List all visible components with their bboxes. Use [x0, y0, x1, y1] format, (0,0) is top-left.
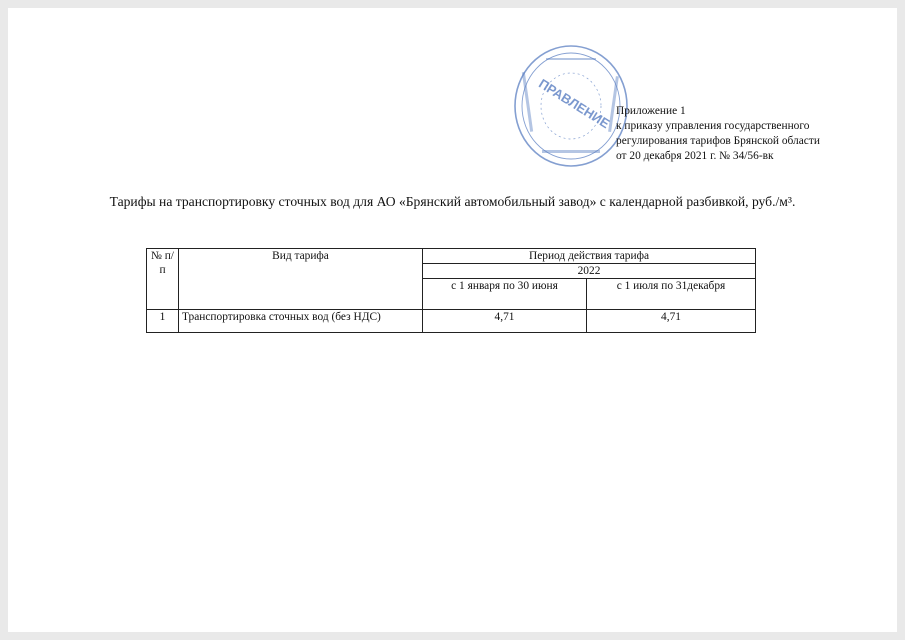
table-row — [147, 310, 756, 333]
appendix-line: Приложение 1 — [616, 105, 686, 117]
appendix-block — [616, 104, 820, 164]
appendix-line: регулирования тарифов Брянской области — [616, 135, 820, 147]
header-period-1: с 1 января по 30 июня — [423, 279, 587, 310]
row-number: 1 — [147, 310, 179, 333]
appendix-line: к приказу управления государственного — [616, 120, 810, 132]
official-stamp-icon — [512, 42, 630, 170]
header-number: № п/п — [147, 249, 179, 310]
header-period-2: с 1 июля по 31декабря — [587, 279, 756, 310]
appendix-line: от 20 декабря 2021 г. № 34/56-вк — [616, 150, 774, 162]
header-year: 2022 — [423, 264, 756, 279]
row-kind: Транспортировка сточных вод (без НДС) — [179, 310, 423, 333]
header-kind: Вид тарифа — [179, 249, 423, 310]
document-page — [8, 8, 897, 632]
stamp-text: ПРАВЛЕНИЕ — [536, 75, 613, 132]
tariff-table — [146, 248, 756, 333]
row-value-1: 4,71 — [423, 310, 587, 333]
document-title: Тарифы на транспортировку сточных вод для АО «Брянский автомобильный завод» с календарной разбивкой, руб./м³. — [109, 194, 796, 209]
row-value-2: 4,71 — [587, 310, 756, 333]
table-header-row — [147, 249, 756, 264]
header-period: Период действия тарифа — [423, 249, 756, 264]
